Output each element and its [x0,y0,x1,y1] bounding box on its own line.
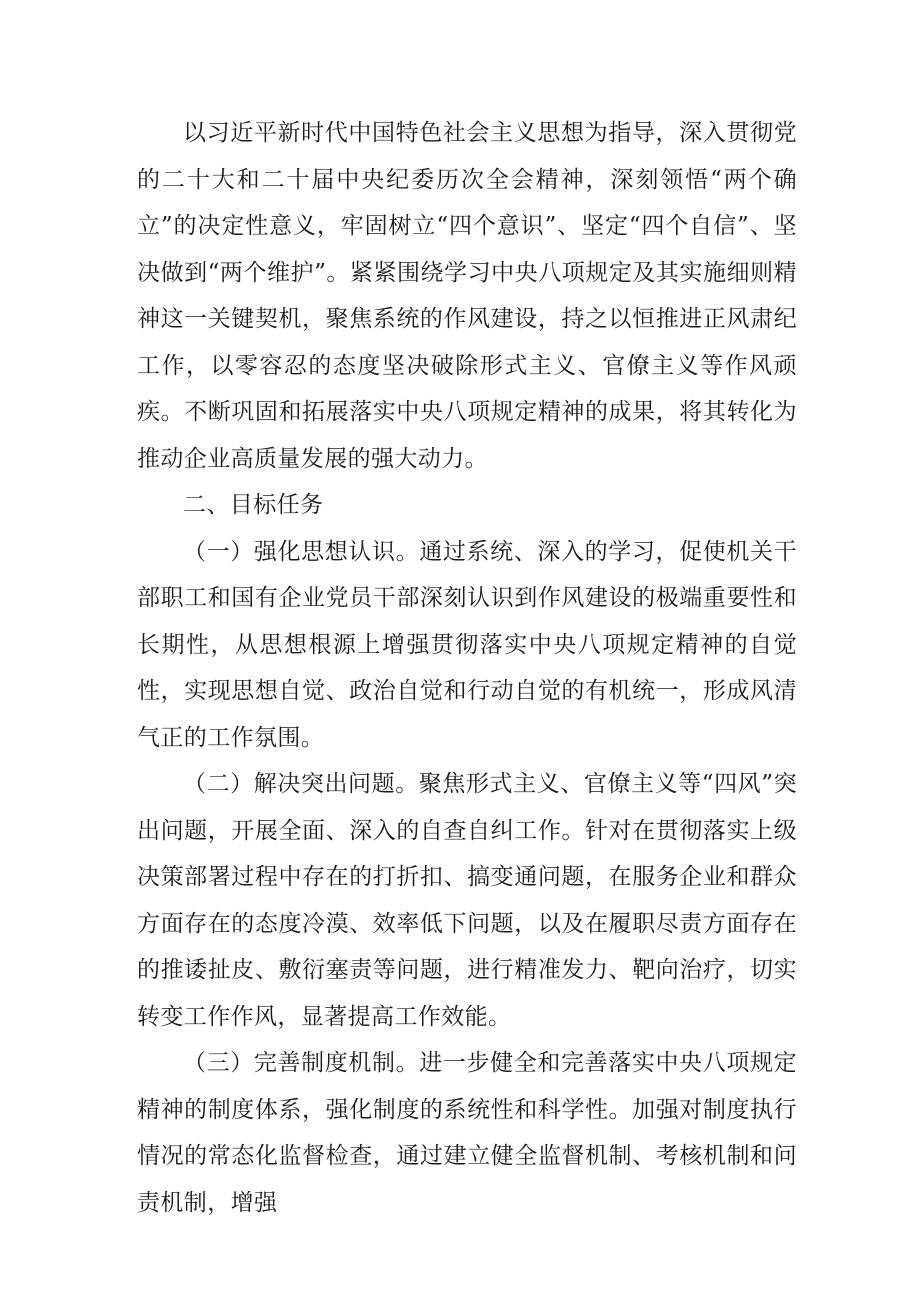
document-body [137,110,797,1226]
paragraph-guiding-ideology: 以习近平新时代中国特色社会主义思想为指导，深入贯彻党的二十大和二十届中央纪委历次全会精神，深刻领悟“两个确立”的决定性意义，牢固树立“四个意识”、坚定“四个自信”、坚决做到“两个维护”。紧紧围绕学习中央八项规定及其实施细则精神这一关键契机，聚焦系统的作风建设，持之以恒推进正风肃纪工作，以零容忍的态度坚决破除形式主义、官僚主义等作风顽疾。不断巩固和拓展落实中央八项规定精神的成果，将其转化为推动企业高质量发展的强大动力。 [137,120,797,472]
section-heading-goals: 二、目标任务 [183,492,324,518]
paragraph-goal-2: （二）解决突出问题。聚焦形式主义、官僚主义等“四风”突出问题，开展全面、深入的自查自纠工作。针对在贯彻落实上级决策部署过程中存在的打折扣、搞变通问题，在服务企业和群众方面存在的态度冷漠、效率低下问题，以及在履职尽责方面存在的推诿扯皮、敷衍塞责等问题，进行精准发力、靶向治疗，切实转变工作作风，显著提高工作效能。 [137,771,797,1030]
paragraph-goal-3: （三）完善制度机制。进一步健全和完善落实中央八项规定精神的制度体系，强化制度的系统性和科学性。加强对制度执行情况的常态化监督检查，通过建立健全监督机制、考核机制和问责机制，增强 [137,1050,797,1216]
paragraph-goal-1: （一）强化思想认识。通过系统、深入的学习，促使机关干部职工和国有企业党员干部深刻认识到作风建设的极端重要性和长期性，从思想根源上增强贯彻落实中央八项规定精神的自觉性，实现思想自觉、政治自觉和行动自觉的有机统一，形成风清气正的工作氛围。 [137,538,797,751]
